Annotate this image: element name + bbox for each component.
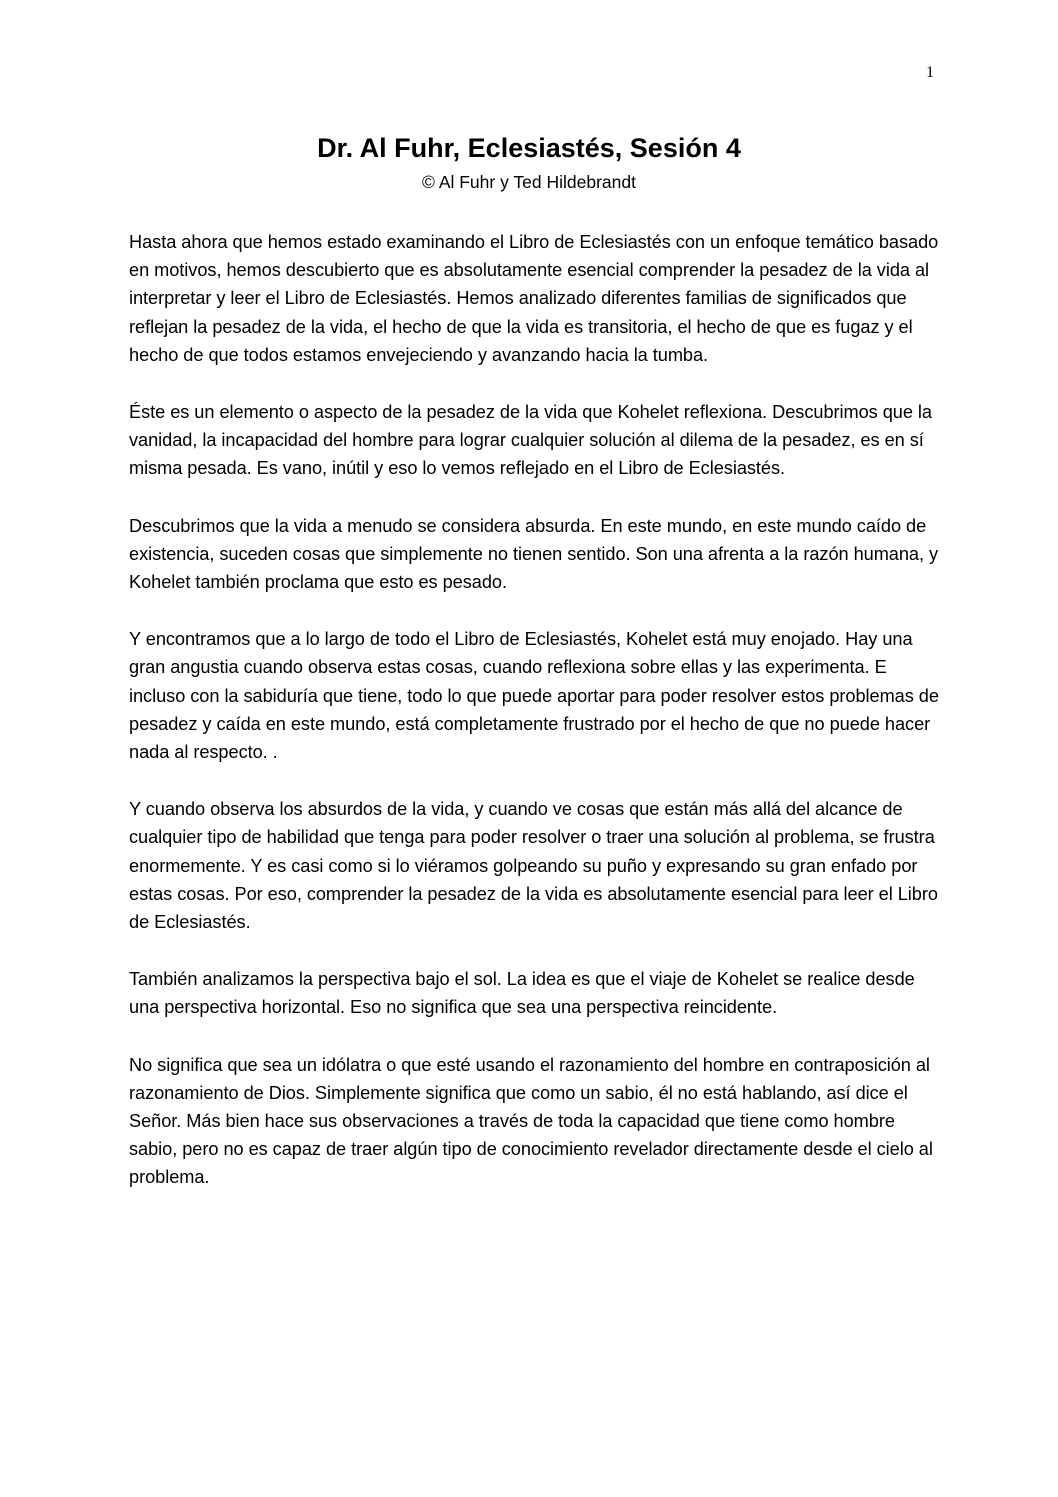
document-header — [0, 130, 1058, 194]
paragraph: Descubrimos que la vida a menudo se considera absurda. En este mundo, en este mundo caído de existencia, suceden cosas que simplemente no tienen sentido. Son una afrenta a la razón humana, y Kohelet también proclama que esto es pesado. — [129, 515, 939, 593]
paragraph: Éste es un elemento o aspecto de la pesadez de la vida que Kohelet reflexiona. Descubrimos que la vanidad, la incapacidad del hombre para lograr cualquier solución al dilema de la pesadez, es en sí misma pesada. Es vano, inútil y eso lo vemos reflejado en el Libro de Eclesiastés. — [129, 402, 932, 479]
document-body — [129, 228, 939, 1221]
document-title: Dr. Al Fuhr, Eclesiastés, Sesión 4 — [317, 133, 741, 163]
paragraph: Y cuando observa los absurdos de la vida, y cuando ve cosas que están más allá del alcance de cualquier tipo de habilidad que tenga para poder resolver o traer una solución al problema, se frustra enormemente. Y es casi como si lo viéramos golpeando su puño y expresando su gran enfado por estas cosas. Por eso, comprender la pesadez de la vida es absolutamente esencial para leer el Libro de Eclesiastés. — [129, 799, 938, 933]
page-number: 1 — [926, 64, 934, 81]
paragraph: Y encontramos que a lo largo de todo el Libro de Eclesiastés, Kohelet está muy enojado. Hay una gran angustia cuando observa estas cosas, cuando reflexiona sobre ellas y las experimenta. E incluso con la sabiduría que tiene, todo lo que puede aportar para poder resolver estos problemas de pesadez y caída en este mundo, está completamente frustrado por el hecho de que no puede hacer nada al respecto. . — [129, 629, 939, 763]
copyright-line: © Al Fuhr y Ted Hildebrandt — [422, 172, 636, 192]
paragraph: Hasta ahora que hemos estado examinando el Libro de Eclesiastés con un enfoque temático basado en motivos, hemos descubierto que es absolutamente esencial comprender la pesadez de la vida al interpretar y leer el Libro de Eclesiastés. Hemos analizado diferentes familias de significados que reflejan la pesadez de la vida, el hecho de que la vida es transitoria, el hecho de que es fugaz y el hecho de que todos estamos envejeciendo y avanzando hacia la tumba. — [129, 232, 939, 365]
paragraph: También analizamos la perspectiva bajo el sol. La idea es que el viaje de Kohelet se realice desde una perspectiva horizontal. Eso no significa que sea una perspectiva reincidente. — [129, 969, 915, 1018]
paragraph: No significa que sea un idólatra o que esté usando el razonamiento del hombre en contraposición al razonamiento de Dios. Simplemente significa que como un sabio, él no está hablando, así dice el Señor. Más bien hace sus observaciones a través de toda la capacidad que tiene como hombre sabio, pero no es capaz de traer algún tipo de conocimiento revelador directamente desde el cielo al problema. — [129, 1054, 933, 1188]
